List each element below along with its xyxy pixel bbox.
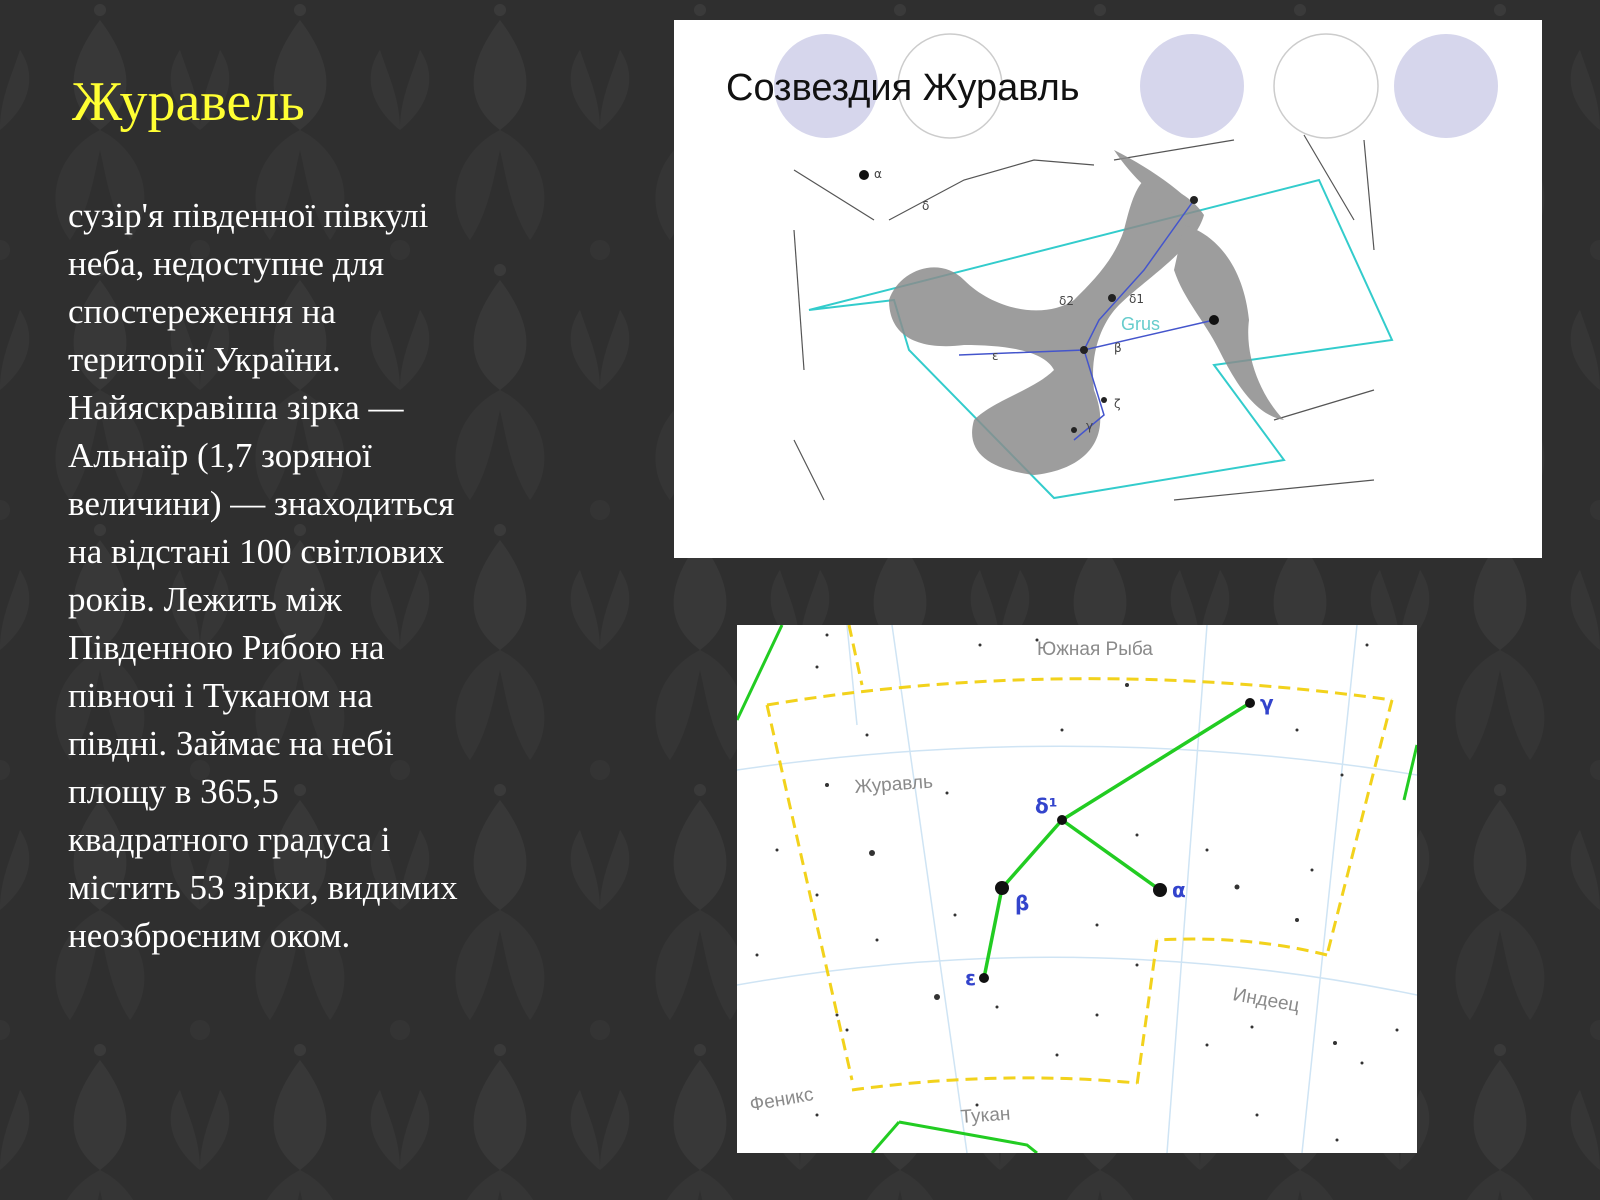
crane-illustration-figure: [674, 20, 1542, 558]
neighbor-constellation-line: [737, 625, 782, 720]
star: [1209, 315, 1219, 325]
star: [859, 170, 869, 180]
constellation-name-label: Grus: [1121, 314, 1161, 334]
body-line: Альнаїр (1,7 зоряної: [68, 436, 372, 475]
body-line: містить 53 зірки, видимих: [68, 868, 458, 907]
star-label-beta: β: [1015, 891, 1030, 915]
star-label-delta: δ¹: [1035, 794, 1058, 818]
body-line: території України.: [68, 340, 341, 379]
star: [1108, 294, 1116, 302]
star: [1080, 346, 1088, 354]
label-southern-fish: Южная Рыба: [1037, 639, 1153, 660]
star-label-zeta: ζ: [1114, 397, 1121, 411]
constellation-boundary: [809, 180, 1392, 498]
star: [1071, 427, 1077, 433]
body-line: на відстані 100 світлових: [68, 532, 445, 571]
label-phoenix: Феникс: [748, 1084, 816, 1116]
decor-circle: [1274, 34, 1378, 138]
body-line: півночі і Туканом на: [68, 676, 373, 715]
grus-constellation-lines: [984, 703, 1250, 978]
label-tucana: Тукан: [959, 1103, 1012, 1128]
star-delta: [1057, 815, 1067, 825]
faint-stars: [756, 634, 1399, 1142]
star-label-beta: β: [1114, 341, 1122, 355]
star-beta: [995, 881, 1009, 895]
star-label-gamma: γ: [1260, 691, 1274, 715]
star-label-epsilon: ε: [965, 966, 977, 990]
body-line: площу в 365,5: [68, 772, 279, 811]
neighbor-constellation-line: [872, 1122, 899, 1153]
star-gamma: [1245, 698, 1255, 708]
body-line: неба, недоступне для: [68, 244, 385, 283]
star: [1190, 196, 1198, 204]
star-map-figure: [737, 625, 1417, 1153]
star-chart: [794, 135, 1392, 500]
star-alpha: [1153, 883, 1167, 897]
star-label-gamma: γ: [1086, 419, 1094, 433]
decor-circle: [1394, 34, 1498, 138]
body-line: Найяскравіша зірка —: [68, 388, 404, 427]
constellation-boundary: [767, 625, 1392, 1090]
label-indus: Индеец: [1231, 984, 1302, 1017]
body-line: Південною Рибою на: [68, 628, 385, 667]
figure-top-title: Созвездия Журавль: [726, 67, 1080, 109]
slide-body-text: [68, 192, 588, 960]
star-label-delta: δ: [922, 199, 930, 213]
slide-title: Журавель: [72, 71, 305, 133]
decor-circle: [1140, 34, 1244, 138]
body-line: квадратного градуса і: [68, 820, 391, 859]
body-line: спостереження на: [68, 292, 336, 331]
star-epsilon: [979, 973, 989, 983]
body-line: величини) — знаходиться: [68, 484, 455, 523]
star-label-alpha: α: [1172, 878, 1186, 902]
star-label-delta1: δ1: [1129, 292, 1144, 306]
body-line: років. Лежить між: [68, 580, 342, 619]
star-label-alpha: α: [874, 167, 882, 181]
star-label-epsilon: ε: [992, 349, 999, 363]
body-line: сузір'я південної півкулі: [68, 196, 429, 235]
body-line: півдні. Займає на небі: [68, 724, 394, 763]
star: [1101, 397, 1107, 403]
coordinate-grid: [737, 625, 1417, 1153]
star-label-delta2: δ2: [1059, 294, 1074, 308]
label-crane: Журавль: [853, 771, 934, 798]
body-line: неозброєним оком.: [68, 916, 351, 955]
